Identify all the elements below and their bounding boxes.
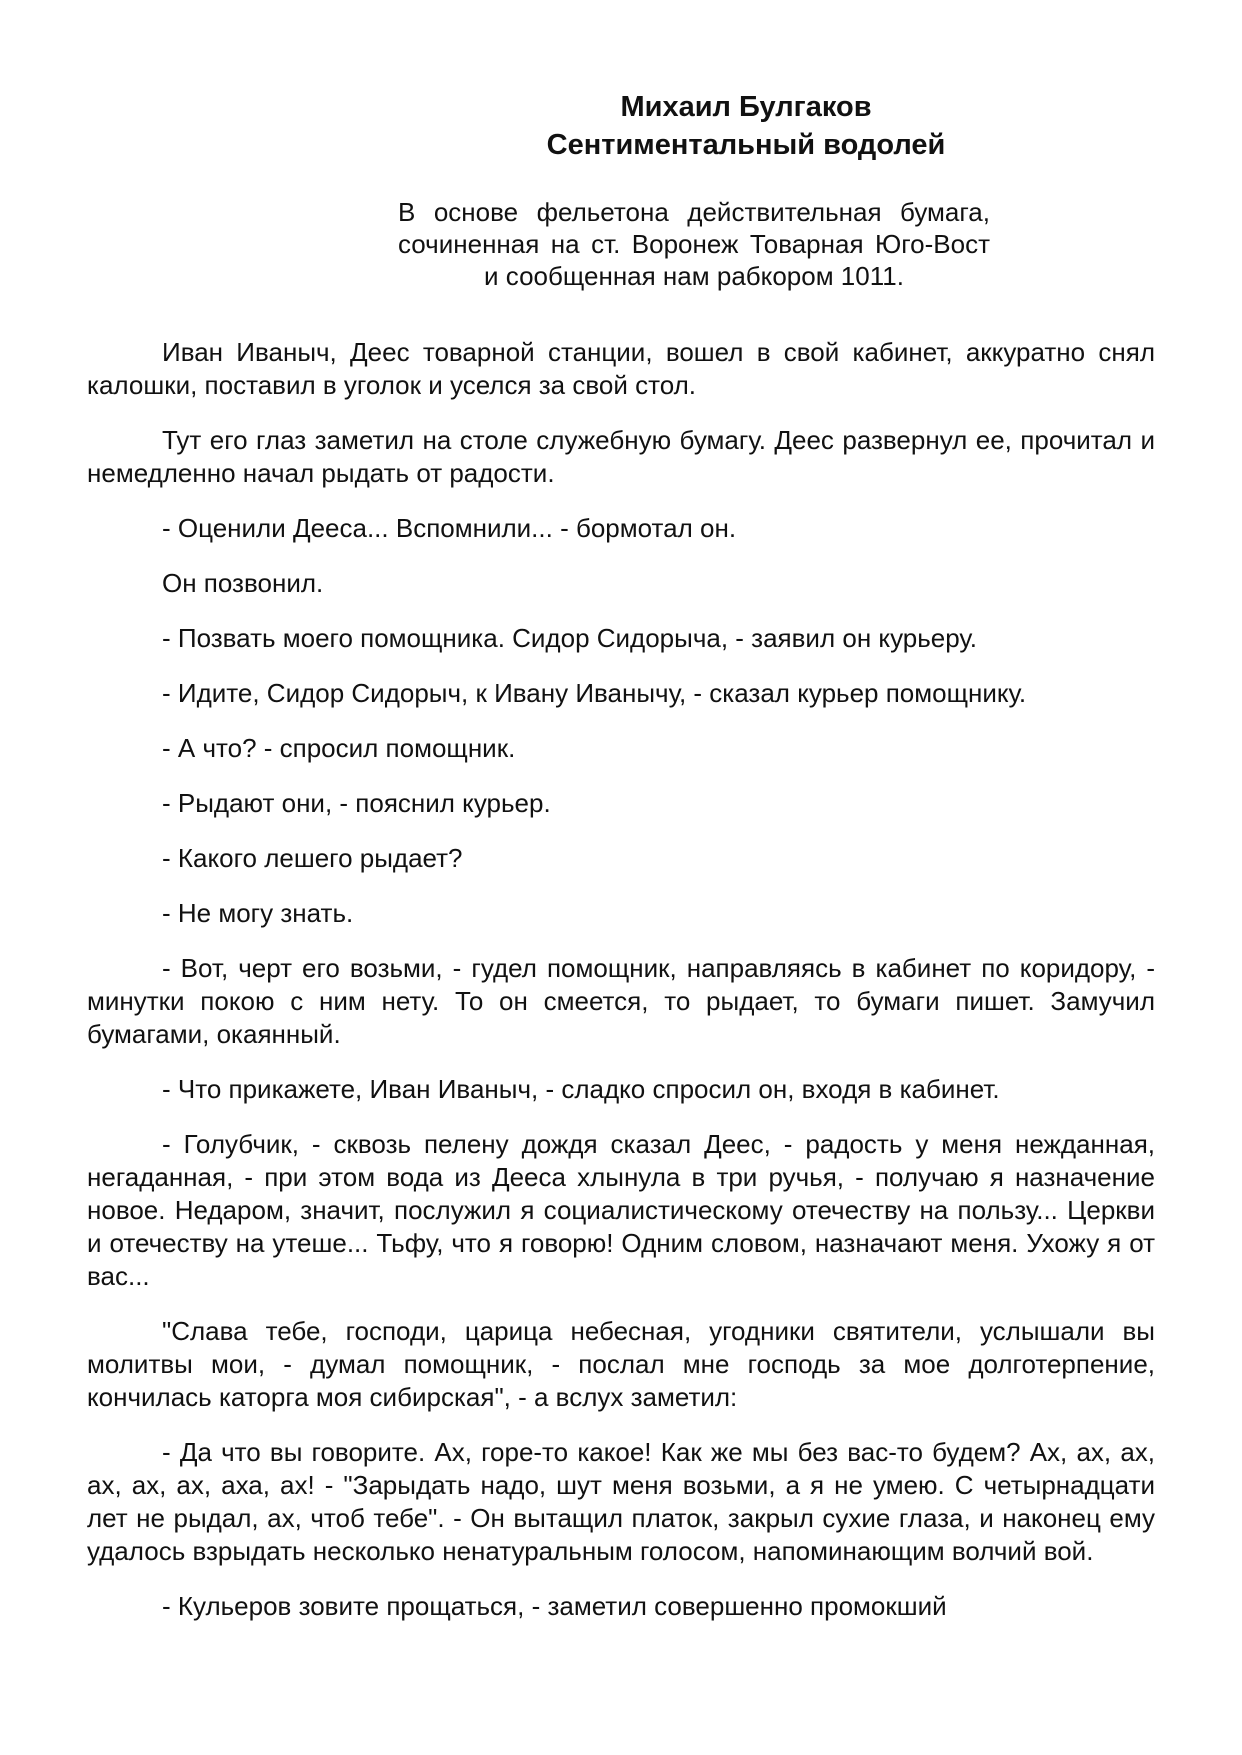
paragraph: - Не могу знать. [162, 898, 354, 928]
paragraph: - Какого лешего рыдает? [162, 843, 463, 873]
paragraph: - Рыдают они, - пояснил курьер. [162, 788, 551, 818]
paragraph: - Голубчик, - сквозь пелену дождя сказал Деес, - радость у меня нежданная, негаданная, - при этом вода из Дееса хлынула в три ручья, - получаю я назначение новое. Недаром, значит, послужил я социалистическому отечеству на пользу... Церкви и отечеству на утеше... Тьфу, что я говорю! Одним словом, назначают меня. Ухожу я от вас... [87, 1129, 1155, 1291]
paragraph: - Оценили Дееса... Вспомнили... - бормотал он. [162, 513, 737, 543]
title-block [440, 88, 1052, 164]
paragraph: - Что прикажете, Иван Иваныч, - сладко спросил он, входя в кабинет. [162, 1074, 1000, 1104]
paragraph: "Слава тебе, господи, царица небесная, угодники святители, услышали вы молитвы мои, - думал помощник, - послал мне господь за мое долготерпение, кончилась каторга моя сибирская", - а вслух заметил: [87, 1316, 1155, 1412]
epigraph: В основе фельетона действительная бумага, сочиненная на ст. Воронеж Товарная Юго-Вост и сообщенная нам рабкором 1011. [398, 197, 990, 291]
story-title: Сентиментальный водолей [546, 129, 946, 161]
paragraph: Он позвонил. [162, 568, 324, 598]
body-text [87, 336, 1155, 1645]
paragraph: - Позвать моего помощника. Сидор Сидорыча, - заявил он курьеру. [162, 623, 978, 653]
paragraph: - А что? - спросил помощник. [162, 733, 516, 763]
paragraph: Иван Иваныч, Деес товарной станции, вошел в свой кабинет, аккуратно снял калошки, поставил в уголок и уселся за свой стол. [87, 337, 1155, 400]
paragraph: - Вот, черт его возьми, - гудел помощник, направляясь в кабинет по коридору, - минутки покою с ним нету. То он смеется, то рыдает, то бумаги пишет. Замучил бумагами, окаянный. [87, 953, 1155, 1049]
author-name: Михаил Булгаков [620, 91, 872, 123]
paragraph: Тут его глаз заметил на столе служебную бумагу. Деес развернул ее, прочитал и немедленно начал рыдать от радости. [87, 425, 1155, 488]
paragraph: - Идите, Сидор Сидорыч, к Ивану Иванычу, - сказал курьер помощнику. [162, 678, 1027, 708]
paragraph: - Кульеров зовите прощаться, - заметил совершенно промокший [162, 1591, 947, 1621]
paragraph: - Да что вы говорите. Ах, горе-то какое! Как же мы без вас-то будем? Ах, ах, ах, ах, ах, ах, аха, ах! - "Зарыдать надо, шут меня возьми, а я не умею. С четырнадцати лет не рыдал, ах, чтоб тебе". - Он вытащил платок, закрыл сухие глаза, и наконец ему удалось взрыдать несколько ненатуральным голосом, напоминающим волчий вой. [87, 1437, 1155, 1566]
